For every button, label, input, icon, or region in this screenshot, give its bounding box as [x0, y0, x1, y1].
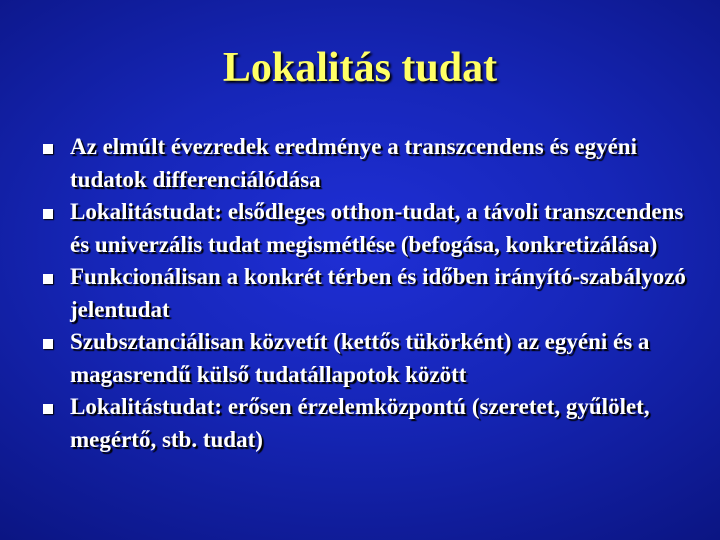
bullet-text: Funkcionálisan a konkrét térben és időben irányító-szabályozó jelentudat: [70, 264, 686, 322]
bullet-item: [40, 326, 690, 391]
square-bullet-icon: [43, 209, 53, 219]
bullet-item: [40, 196, 690, 261]
square-bullet-icon: [43, 404, 53, 414]
bullet-text: Lokalitástudat: elsődleges otthon-tudat, a távoli transzcendens és univerzális tudat megismétlése (befogása, konkretizálása): [70, 199, 684, 257]
bullet-text: Szubsztanciálisan közvetít (kettős tükörként) az egyéni és a magasrendű külső tudatállapotok között: [70, 329, 650, 387]
square-bullet-icon: [43, 274, 53, 284]
bullet-item: [40, 391, 690, 456]
slide-title: Lokalitás tudat: [222, 45, 498, 91]
bullet-item: [40, 261, 690, 326]
square-bullet-icon: [43, 339, 53, 349]
square-bullet-icon: [43, 144, 53, 154]
bullet-text: Az elmúlt évezredek eredménye a transzcendens és egyéni tudatok differenciálódása: [70, 134, 637, 192]
bullet-list: [40, 131, 690, 456]
bullet-text: Lokalitástudat: erősen érzelemközpontú (szeretet, gyűlölet, megértő, stb. tudat): [70, 394, 650, 452]
bullet-item: [40, 131, 690, 196]
